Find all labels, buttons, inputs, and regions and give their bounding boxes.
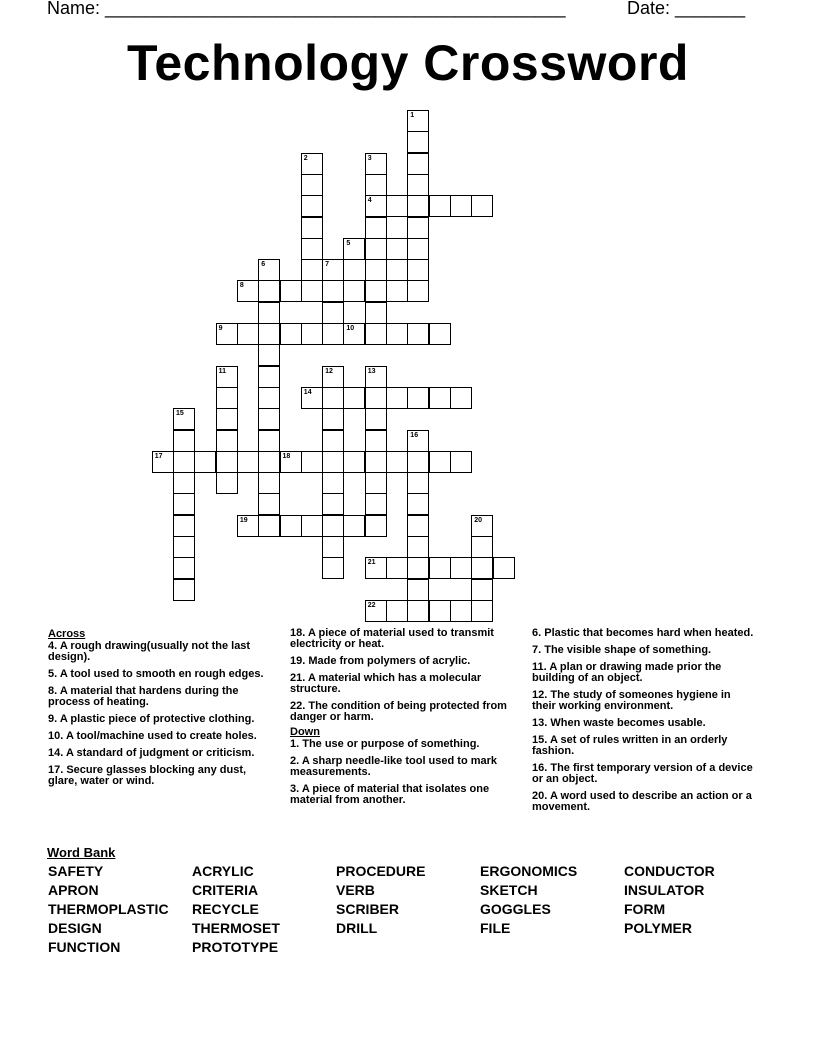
crossword-cell[interactable] — [258, 430, 280, 452]
crossword-cell[interactable] — [471, 195, 493, 217]
word-bank-column-1 — [48, 862, 169, 957]
crossword-cell[interactable] — [152, 451, 174, 473]
word-bank-item: SCRIBER — [336, 901, 400, 917]
crossword-cell[interactable] — [216, 451, 238, 473]
clue-number: 20 — [474, 516, 482, 524]
crossword-cell[interactable] — [301, 323, 323, 345]
crossword-cell[interactable] — [343, 323, 365, 345]
crossword-cell[interactable] — [471, 579, 493, 601]
crossword-cell[interactable] — [322, 430, 344, 452]
crossword-cell[interactable] — [386, 600, 408, 622]
word-bank-item: APRON — [48, 882, 99, 898]
clue-number: 3 — [367, 154, 372, 162]
clue-down-11: 11. A plan or drawing made prior the building of an object. — [532, 661, 722, 684]
clue-number: 10 — [346, 325, 355, 332]
crossword-cell[interactable] — [322, 323, 344, 345]
crossword-cell[interactable] — [450, 451, 472, 473]
clue-down-1: 1. The use or purpose of something. — [290, 738, 480, 750]
crossword-cell[interactable] — [258, 259, 280, 281]
crossword-cell[interactable] — [280, 451, 302, 473]
word-bank-item: PROTOTYPE — [192, 939, 279, 955]
clue-number: 1 — [410, 112, 415, 119]
crossword-cell[interactable] — [365, 515, 387, 537]
crossword-cell[interactable] — [216, 472, 238, 494]
word-bank-item: CONDUCTOR — [624, 863, 715, 879]
crossword-cell[interactable] — [407, 259, 429, 281]
crossword-cell[interactable] — [343, 238, 365, 260]
word-bank-item: ERGONOMICS — [480, 863, 578, 879]
crossword-cell[interactable] — [407, 153, 429, 175]
crossword-cell[interactable] — [237, 515, 259, 537]
crossword-cell[interactable] — [471, 515, 493, 537]
crossword-cell[interactable] — [216, 430, 238, 452]
clue-across-4: 4. A rough drawing(usually not the last design). — [48, 640, 251, 663]
crossword-cell[interactable] — [407, 430, 429, 452]
across-list-1 — [48, 641, 268, 787]
clue-number: 2 — [303, 154, 308, 162]
word-bank-item: FORM — [624, 901, 666, 917]
word-bank-item: SAFETY — [48, 863, 104, 879]
crossword-cell[interactable] — [237, 323, 259, 345]
word-bank-item: PROCEDURE — [336, 863, 426, 879]
word-bank-item: THERMOSET — [192, 920, 280, 936]
clue-number: 12 — [325, 367, 333, 375]
crossword-cell[interactable] — [258, 515, 280, 537]
crossword-cell[interactable] — [450, 387, 472, 409]
word-bank-item: GOGGLES — [480, 901, 551, 917]
word-bank-item: RECYCLE — [192, 901, 259, 917]
clue-down-16: 16. The first temporary version of a device or an object. — [532, 762, 753, 785]
clue-number: 19 — [239, 516, 248, 524]
crossword-cell[interactable] — [365, 472, 387, 494]
crossword-cell[interactable] — [407, 579, 429, 601]
crossword-cell[interactable] — [301, 217, 323, 239]
down-heading: Down — [290, 726, 320, 738]
crossword-cell[interactable] — [429, 451, 451, 473]
crossword-cell[interactable] — [407, 387, 429, 409]
word-bank-item: VERB — [336, 882, 375, 898]
crossword-cell[interactable] — [173, 557, 195, 579]
crossword-cell[interactable] — [407, 110, 429, 132]
word-bank-column-2 — [192, 862, 280, 957]
crossword-cell[interactable] — [173, 472, 195, 494]
crossword-cell[interactable] — [322, 493, 344, 515]
crossword-cell[interactable] — [216, 408, 238, 430]
crossword-cell[interactable] — [471, 536, 493, 558]
word-bank-item: DESIGN — [48, 920, 102, 936]
word-bank-item: FUNCTION — [48, 939, 121, 955]
crossword-cell[interactable] — [407, 600, 429, 622]
clue-down-12: 12. The study of someones hygiene in their working environment. — [532, 689, 731, 712]
clue-number: 14 — [303, 388, 312, 396]
crossword-cell[interactable] — [386, 238, 408, 260]
crossword-cell[interactable] — [322, 280, 344, 302]
crossword-cell[interactable] — [386, 280, 408, 302]
clue-number: 17 — [154, 452, 163, 460]
crossword-cell[interactable] — [407, 195, 429, 217]
crossword-cell[interactable] — [322, 472, 344, 494]
crossword-cell[interactable] — [173, 579, 195, 601]
clue-number: 11 — [218, 367, 226, 375]
clue-across-19: 19. Made from polymers of acrylic. — [290, 655, 471, 667]
clue-down-7: 7. The visible shape of something. — [532, 644, 712, 656]
crossword-cell[interactable] — [301, 174, 323, 196]
clue-down-3: 3. A piece of material that isolates one material from another. — [290, 783, 490, 806]
crossword-cell[interactable] — [173, 493, 195, 515]
crossword-cell[interactable] — [386, 557, 408, 579]
crossword-cell[interactable] — [343, 515, 365, 537]
crossword-cell[interactable] — [407, 472, 429, 494]
crossword-cell[interactable] — [343, 387, 365, 409]
crossword-cell[interactable] — [322, 259, 344, 281]
crossword-cell[interactable] — [407, 515, 429, 537]
crossword-cell[interactable] — [365, 259, 387, 281]
crossword-cell[interactable] — [343, 451, 365, 473]
clue-number: 7 — [325, 261, 329, 269]
word-bank-column-3 — [336, 862, 425, 938]
crossword-cell[interactable] — [429, 195, 451, 217]
crossword-cell[interactable] — [471, 557, 493, 579]
crossword-cell[interactable] — [365, 430, 387, 452]
crossword-cell[interactable] — [386, 387, 408, 409]
crossword-cell[interactable] — [365, 366, 387, 388]
crossword-cell[interactable] — [237, 280, 259, 302]
crossword-cell[interactable] — [280, 515, 302, 537]
crossword-cell[interactable] — [365, 600, 387, 622]
crossword-cell[interactable] — [429, 557, 451, 579]
clue-across-8: 8. A material that hardens during the process of heating. — [48, 685, 239, 708]
clue-across-9: 9. A plastic piece of protective clothing. — [48, 713, 255, 725]
clue-down-20: 20. A word used to describe an action or a movement. — [532, 790, 752, 813]
crossword-cell[interactable] — [173, 451, 195, 473]
crossword-cell[interactable] — [216, 387, 238, 409]
crossword-cell[interactable] — [365, 408, 387, 430]
clue-number: 9 — [218, 325, 223, 332]
word-bank-item: ACRYLIC — [192, 863, 254, 879]
clue-across-17: 17. Secure glasses blocking any dust, glare, water or wind. — [48, 764, 247, 787]
crossword-cell[interactable] — [301, 238, 323, 260]
crossword-cell[interactable] — [280, 323, 302, 345]
clue-across-10: 10. A tool/machine used to create holes. — [48, 730, 257, 742]
crossword-cell[interactable] — [258, 408, 280, 430]
crossword-cell[interactable] — [258, 451, 280, 473]
crossword-cell[interactable] — [386, 323, 408, 345]
word-bank-heading: Word Bank — [47, 845, 116, 860]
crossword-cell[interactable] — [301, 515, 323, 537]
clue-down-13: 13. When waste becomes usable. — [532, 717, 706, 729]
crossword-cell[interactable] — [322, 302, 344, 324]
crossword-cell[interactable] — [365, 174, 387, 196]
clue-down-6: 6. Plastic that becomes hard when heated. — [532, 627, 754, 639]
crossword-cell[interactable] — [407, 451, 429, 473]
across-heading: Across — [48, 628, 86, 640]
word-bank-item: CRITERIA — [192, 882, 259, 898]
crossword-cell[interactable] — [301, 153, 323, 175]
crossword-cell[interactable] — [365, 238, 387, 260]
crossword-cell[interactable] — [365, 323, 387, 345]
word-bank-item: POLYMER — [624, 920, 692, 936]
crossword-cell[interactable] — [407, 557, 429, 579]
crossword-cell[interactable] — [407, 536, 429, 558]
clue-number: 6 — [261, 261, 266, 269]
word-bank-item: INSULATOR — [624, 882, 705, 898]
crossword-cell[interactable] — [429, 600, 451, 622]
clue-across-22: 22. The condition of being protected from danger or harm. — [290, 700, 507, 723]
word-bank-column-4 — [480, 862, 577, 938]
clue-across-21: 21. A material which has a molecular structure. — [290, 672, 482, 695]
crossword-cell[interactable] — [407, 238, 429, 260]
crossword-cell[interactable] — [407, 493, 429, 515]
clue-number: 16 — [410, 431, 419, 439]
clue-number: 5 — [346, 239, 351, 247]
crossword-cell[interactable] — [258, 472, 280, 494]
crossword-cell[interactable] — [386, 195, 408, 217]
crossword-cell[interactable] — [280, 280, 302, 302]
crossword-cell[interactable] — [301, 387, 323, 409]
crossword-cell[interactable] — [450, 195, 472, 217]
clue-across-14: 14. A standard of judgment or criticism. — [48, 747, 255, 759]
crossword-cell[interactable] — [216, 366, 238, 388]
crossword-cell[interactable] — [343, 280, 365, 302]
word-bank-item: DRILL — [336, 920, 378, 936]
crossword-cell[interactable] — [173, 408, 195, 430]
crossword-cell[interactable] — [365, 280, 387, 302]
crossword-cell[interactable] — [301, 280, 323, 302]
word-bank-column-5 — [624, 862, 715, 938]
crossword-cell[interactable] — [173, 430, 195, 452]
crossword-cell[interactable] — [301, 451, 323, 473]
crossword-cell[interactable] — [322, 451, 344, 473]
crossword-cell[interactable] — [237, 451, 259, 473]
crossword-cell[interactable] — [365, 387, 387, 409]
word-bank-item: THERMOPLASTIC — [48, 901, 169, 917]
crossword-cell[interactable] — [471, 600, 493, 622]
crossword-cell[interactable] — [365, 493, 387, 515]
crossword-cell[interactable] — [301, 195, 323, 217]
clue-down-2: 2. A sharp needle-like tool used to mark measurements. — [290, 755, 498, 778]
crossword-cell[interactable] — [407, 217, 429, 239]
clues-column-2 — [290, 628, 515, 812]
clue-number: 21 — [367, 559, 376, 567]
crossword-cell[interactable] — [258, 323, 280, 345]
clues-column-1 — [48, 628, 268, 793]
crossword-cell[interactable] — [258, 493, 280, 515]
crossword-cell[interactable] — [365, 451, 387, 473]
crossword-cell[interactable] — [173, 515, 195, 537]
clue-across-18: 18. A piece of material used to transmit electricity or heat. — [290, 627, 494, 650]
clue-number: 8 — [239, 282, 244, 290]
crossword-cell[interactable] — [322, 366, 344, 388]
crossword-cell[interactable] — [322, 557, 344, 579]
crossword-cell[interactable] — [386, 451, 408, 473]
clue-number: 4 — [367, 197, 372, 205]
crossword-cell[interactable] — [407, 323, 429, 345]
crossword-cell[interactable] — [450, 557, 472, 579]
clue-across-5: 5. A tool used to smooth en rough edges. — [48, 668, 264, 680]
crossword-cell[interactable] — [365, 195, 387, 217]
clues-column-3 — [532, 628, 757, 819]
crossword-cell[interactable] — [493, 557, 515, 579]
crossword-cell[interactable] — [365, 557, 387, 579]
crossword-cell[interactable] — [216, 323, 238, 345]
crossword-cell[interactable] — [258, 366, 280, 388]
word-bank-item: SKETCH — [480, 882, 538, 898]
crossword-cell[interactable] — [429, 387, 451, 409]
crossword-cell[interactable] — [407, 131, 429, 153]
crossword-cell[interactable] — [407, 280, 429, 302]
crossword-cell[interactable] — [258, 280, 280, 302]
crossword-cell[interactable] — [365, 153, 387, 175]
word-bank-item: FILE — [480, 920, 511, 936]
crossword-cell[interactable] — [450, 600, 472, 622]
crossword-cell[interactable] — [322, 408, 344, 430]
clue-down-15: 15. A set of rules written in an orderly fashion. — [532, 734, 728, 757]
crossword-cell[interactable] — [407, 174, 429, 196]
clue-number: 22 — [367, 601, 376, 609]
clue-number: 15 — [176, 410, 184, 418]
crossword-cell[interactable] — [194, 451, 216, 473]
name-field[interactable]: Name: ______________________________________________ — [47, 0, 566, 18]
crossword-cell[interactable] — [365, 302, 387, 324]
crossword-cell[interactable] — [258, 387, 280, 409]
clue-number: 13 — [367, 367, 376, 375]
crossword-cell[interactable] — [429, 323, 451, 345]
clue-number: 18 — [282, 452, 291, 460]
crossword-cell[interactable] — [173, 536, 195, 558]
crossword-cell[interactable] — [322, 515, 344, 537]
page-title: Technology Crossword — [127, 35, 689, 91]
crossword-cell[interactable] — [322, 536, 344, 558]
crossword-cell[interactable] — [258, 344, 280, 366]
date-field[interactable]: Date: _______ — [627, 0, 746, 18]
crossword-cell[interactable] — [322, 387, 344, 409]
crossword-cell[interactable] — [365, 217, 387, 239]
crossword-cell[interactable] — [301, 259, 323, 281]
crossword-cell[interactable] — [258, 302, 280, 324]
